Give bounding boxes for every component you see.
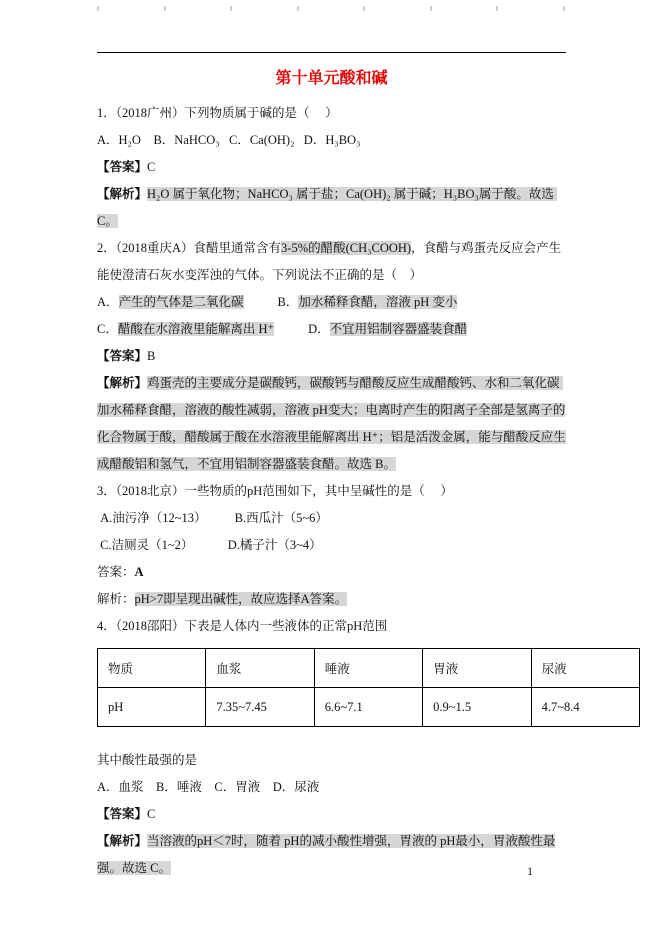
q1-answer-line [97, 154, 566, 181]
header-divider [97, 52, 566, 53]
q1-options: A．H₂O B．NaHCO₃ C．Ca(OH)₂ D．H₃BO₃ [97, 133, 361, 147]
ruler-tick [563, 6, 565, 11]
ph-table-value-row [98, 688, 640, 727]
q3-answer-value: A [134, 565, 144, 579]
q4-followup: 其中酸性最强的是 [97, 753, 198, 767]
q2-optA-label: A． [97, 295, 119, 309]
q4-analysis-line [97, 828, 566, 882]
ruler-tick [297, 6, 299, 11]
q2-optD-text: 不宜用铝制容器盛装食醋 [329, 322, 468, 336]
q3-analysis-line [97, 586, 566, 613]
q2-answer-line [97, 343, 566, 370]
q2-analysis-label: 【解析】 [97, 376, 148, 390]
q2-stem-suffix: ，食醋与鸡蛋壳反应会产生能使澄清石灰水变浑浊的气体。下列说法不正确的是（ ） [97, 241, 562, 282]
ruler-tick [363, 6, 365, 11]
q4-answer-line [97, 801, 566, 828]
q2-stem-prefix: 2．（2018重庆A）食醋里通常含有 [97, 241, 282, 255]
ph-table-header-cell: 胃液 [423, 649, 531, 688]
ruler-tick [430, 6, 432, 11]
q3-analysis-label: 解析： [97, 592, 135, 606]
q2-analysis-text: 鸡蛋壳的主要成分是碳酸钙，碳酸钙与醋酸反应生成醋酸钙、水和二氧化碳 加水稀释食醋，溶液的酸性减弱，溶液 pH变大；电离时产生的阳离子全部是氢离子的化合物属于酸，醋酸属于酸在水溶液里能解离出 H⁺；铝是活泼金属，能与醋酸反应生成醋酸铝和氢气，不宜用铝制容器盛装食醋。故选 B。 [97, 376, 566, 471]
q1-analysis-label: 【解析】 [97, 187, 148, 201]
document-content [97, 52, 580, 882]
q4-options: A．血浆 B．唾液 C．胃液 D．尿液 [97, 780, 320, 794]
q1-stem: 1．（2018广州）下列物质属于碱的是（ ） [97, 106, 338, 120]
q1-analysis-line [97, 181, 566, 235]
ph-table-row-label: pH [98, 688, 206, 727]
q2-optB-text: 加水稀释食醋，溶液 pH 变小 [298, 295, 458, 309]
ph-table-value-cell: 7.35~7.45 [206, 688, 314, 727]
q4-stem: 4．（2018邵阳）下表是人体内一些液体的正常pH范围 [97, 619, 388, 633]
ph-table-value-cell: 6.6~7.1 [314, 688, 422, 727]
ph-table [97, 648, 640, 727]
ph-table-value-cell: 0.9~1.5 [423, 688, 531, 727]
ruler-tick [164, 6, 166, 11]
q2-analysis-line [97, 370, 566, 478]
ph-table-header-cell: 血浆 [206, 649, 314, 688]
q2-options-cd [97, 316, 566, 343]
q2-optC-label: C． [97, 322, 118, 336]
q2-options-ab [97, 289, 566, 316]
ph-table-header-cell: 唾液 [314, 649, 422, 688]
q1-analysis-text: H₂O 属于氧化物；NaHCO₃ 属于盐；Ca(OH)₂ 属于碱；H₃BO₃属于酸。故选 C。 [97, 187, 557, 228]
q2-answer-label: 【答案】 [97, 349, 148, 363]
ruler-ticks [97, 6, 565, 11]
q2-stem-highlight: 3-5%的醋酸(CH₃COOH) [281, 241, 412, 255]
ruler-tick [230, 6, 232, 11]
q3-stem: 3．（2018北京）一些物质的pH范围如下，其中呈碱性的是（ ） [97, 484, 453, 498]
q2-optA-text: 产生的气体是二氧化碳 [118, 295, 244, 309]
q2-answer-value: B [147, 349, 156, 363]
q3-answer-line [97, 559, 566, 586]
q3-analysis-text: pH>7即呈现出碱性，故应选择A答案。 [134, 592, 348, 606]
ruler-tick [97, 6, 99, 11]
q3-options-row1: A.油污净（12~13） B.西瓜汁（5~6） [97, 511, 328, 525]
q3-options-row2: C.洁厕灵（1~2） D.橘子汁（3~4） [97, 538, 322, 552]
q4-answer-value: C [147, 807, 156, 821]
ph-table-value-cell: 4.7~8.4 [531, 688, 639, 727]
q4-answer-label: 【答案】 [97, 807, 148, 821]
q2-optD-label: D． [308, 322, 330, 336]
ph-table-header-cell: 物质 [98, 649, 206, 688]
page-number: 1 [527, 864, 533, 878]
q2-stem [97, 235, 566, 289]
q4-analysis-text: 当溶液的pH＜7时，随着 pH的减小酸性增强，胃液的 pH最小，胃液酸性最强。故选 C。 [97, 834, 556, 875]
q1-answer-value: C [147, 160, 156, 174]
q2-optB-label: B． [277, 295, 299, 309]
q1-answer-label: 【答案】 [97, 160, 148, 174]
ph-table-header-row [98, 649, 640, 688]
q3-answer-label: 答案： [97, 565, 135, 579]
ph-table-header-cell: 尿液 [531, 649, 639, 688]
q2-optC-text: 醋酸在水溶液里能解离出 H⁺ [117, 322, 275, 336]
ruler-tick [496, 6, 498, 11]
q4-analysis-label: 【解析】 [97, 834, 148, 848]
page-title: 第十单元酸和碱 [275, 70, 388, 87]
